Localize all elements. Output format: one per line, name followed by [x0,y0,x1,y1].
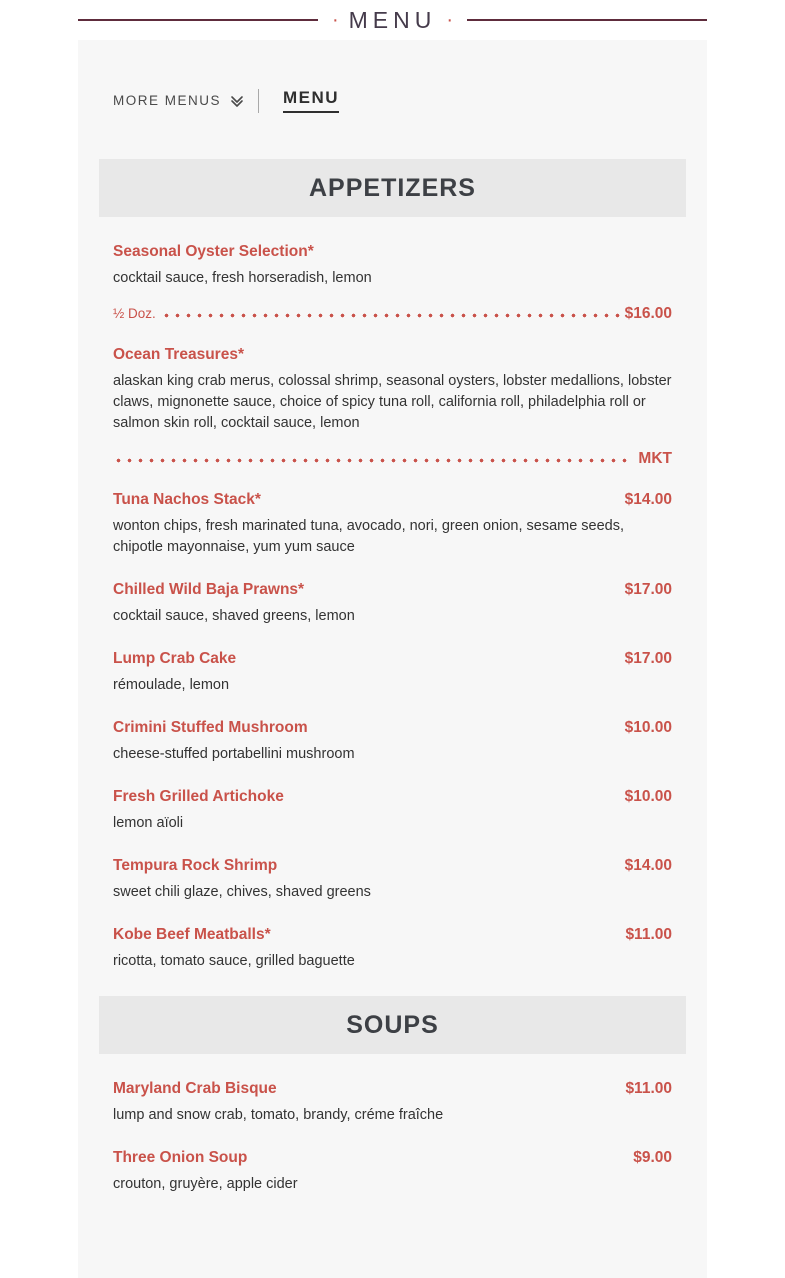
menu-item [113,650,672,696]
item-name: Crimini Stuffed Mushroom [113,719,308,737]
section-header [99,159,686,217]
title-dot-right: · [446,8,454,31]
item-description: sweet chili glaze, chives, shaved greens [113,884,371,901]
menu-item [113,1080,672,1126]
item-price: $14.00 [624,491,672,509]
item-name: Maryland Crab Bisque [113,1080,277,1098]
menu-item [113,243,672,323]
item-price: $17.00 [624,650,672,668]
section-items [99,243,686,972]
item-description: alaskan king crab merus, colossal shrimp, seasonal oysters, lobster medallions, lobster claws, mignonette sauce, choice of spicy tuna roll, california roll, philadelphia roll or salmon skin roll, cocktail sauce, lemon [113,373,672,432]
item-price: $16.00 [624,305,672,323]
item-name: Lump Crab Cake [113,650,237,668]
item-description: rémoulade, lemon [113,677,230,694]
more-menus-label: MORE MENUS [113,93,222,108]
item-description: crouton, gruyère, apple cider [113,1176,298,1193]
item-price: $9.00 [633,1149,672,1167]
item-price: $14.00 [624,857,672,875]
item-description: cheese-stuffed portabellini mushroom [113,746,355,763]
item-name-row [113,1080,672,1105]
menu-nav [99,88,686,113]
nav-divider [258,89,259,113]
item-name-row [113,719,672,744]
menu-item [113,857,672,903]
chevron-down-icon [230,94,244,108]
item-name: Ocean Treasures* [113,346,244,364]
item-description: lump and snow crab, tomato, brandy, créme fraîche [113,1107,444,1124]
leader-dots [161,303,620,318]
item-name-row [113,581,672,606]
item-price: $10.00 [624,788,672,806]
item-name-row [113,491,672,516]
price-leader-row [113,448,672,468]
item-name: Kobe Beef Meatballs* [113,926,271,944]
item-name: Seasonal Oyster Selection* [113,243,314,260]
menu-section [99,996,686,1195]
menu-item [113,346,672,468]
menu-item [113,926,672,972]
menu-item [113,1149,672,1195]
item-name-row [113,926,672,951]
section-title: SOUPS [346,1010,439,1039]
section-items [99,1080,686,1195]
item-name-row [113,788,672,813]
item-name-row [113,1149,672,1174]
item-description: wonton chips, fresh marinated tuna, avocado, nori, green onion, sesame seeds, chipotle mayonnaise, yum yum sauce [113,518,625,556]
menu-panel [78,40,707,1278]
item-price: $11.00 [625,1080,672,1098]
menu-item [113,491,672,558]
leader-label: ½ Doz. [113,306,156,322]
menu-item [113,788,672,834]
item-name-row [113,650,672,675]
page-header [0,0,785,40]
item-name: Three Onion Soup [113,1149,248,1167]
price-leader-row [113,303,672,323]
section-header [99,996,686,1054]
leader-dots [113,448,633,463]
nav-menu-link[interactable]: MENU [283,88,339,113]
item-price: $17.00 [624,581,672,599]
header-rule-left [78,19,318,21]
item-price: $11.00 [625,926,672,944]
item-price: $10.00 [624,719,672,737]
item-description: cocktail sauce, shaved greens, lemon [113,608,355,625]
title-dot-left: · [331,8,339,31]
item-description: ricotta, tomato sauce, grilled baguette [113,953,355,970]
item-description: lemon aïoli [113,815,184,832]
item-name-row [113,857,672,882]
item-description: cocktail sauce, fresh horseradish, lemon [113,270,372,286]
menu-section [99,159,686,972]
section-title: APPETIZERS [309,173,476,202]
page-title [332,7,453,34]
menu-item [113,719,672,765]
item-name: Fresh Grilled Artichoke [113,788,284,806]
more-menus-button[interactable] [113,93,244,108]
item-name: Tuna Nachos Stack* [113,491,261,509]
menu-item [113,581,672,627]
menu-sections [99,159,686,1195]
item-name: Tempura Rock Shrimp [113,857,278,875]
page-title-text: MENU [348,6,437,33]
item-name: Chilled Wild Baja Prawns* [113,581,305,599]
item-price: MKT [638,450,672,468]
header-rule-right [467,19,707,21]
